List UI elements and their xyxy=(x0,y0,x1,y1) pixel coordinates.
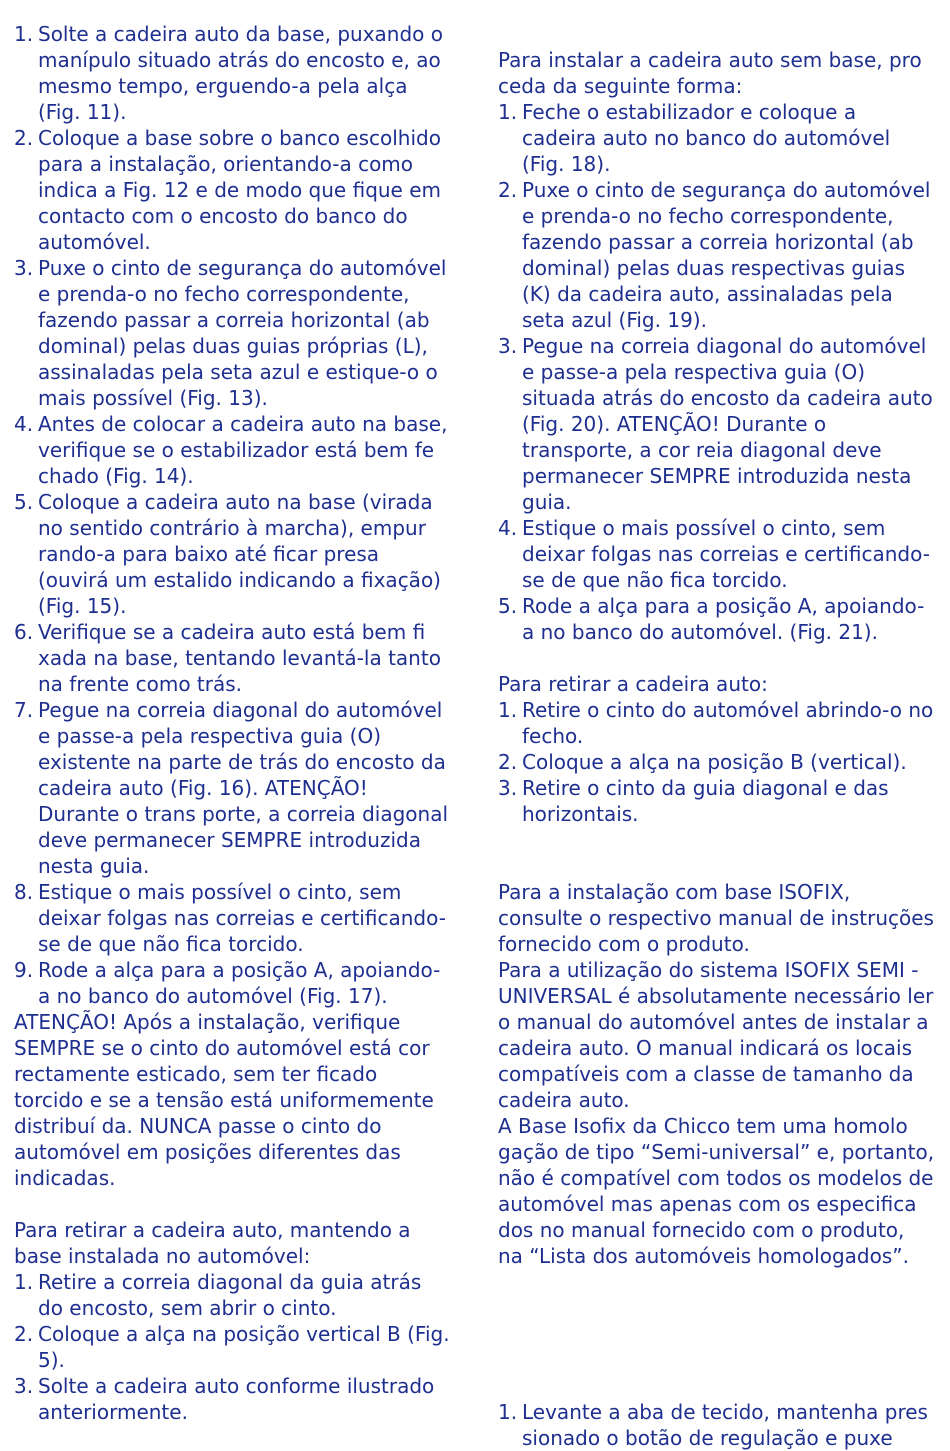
item-text: Antes de colocar a cadeira auto na base, verifique se o estabilizador está bem fe chado (Fig. 14). xyxy=(38,412,448,488)
item-number: 2. xyxy=(14,126,34,150)
item-number: 5. xyxy=(14,490,34,514)
item-number: 3. xyxy=(498,334,518,358)
item-number: 6. xyxy=(14,620,34,644)
item-number: 5. xyxy=(498,594,518,618)
item-text: Solte a cadeira auto conforme ilustrado anteriormente. xyxy=(38,1374,435,1424)
item-number: 1. xyxy=(498,100,518,124)
item-text: Coloque a cadeira auto na base (virada no sentido contrário à marcha), empur rando-a para baixo até ficar presa (ouvirá um estalido indicando a fixação) (Fig. 15). xyxy=(38,490,441,618)
item-number: 1. xyxy=(14,1270,34,1294)
list-item xyxy=(498,749,935,775)
item-number: 1. xyxy=(14,22,34,46)
list-item xyxy=(498,697,935,749)
list-item xyxy=(14,697,450,879)
list-item xyxy=(498,99,935,177)
item-text: Coloque a alça na posição vertical B (Fig. 5). xyxy=(38,1322,450,1372)
left-column xyxy=(14,21,450,1425)
list-item xyxy=(14,125,450,255)
item-number: 1. xyxy=(498,1400,518,1424)
list-item xyxy=(14,489,450,619)
right-column xyxy=(498,47,935,1451)
item-text: Retire o cinto do automóvel abrindo-o no fecho. xyxy=(522,698,934,748)
item-text: Retire a correia diagonal da guia atrás do encosto, sem abrir o cinto. xyxy=(38,1270,422,1320)
list-item xyxy=(14,619,450,697)
item-number: 3. xyxy=(498,776,518,800)
list-item xyxy=(14,255,450,411)
list-item xyxy=(14,1321,450,1373)
item-number: 4. xyxy=(14,412,34,436)
item-number: 7. xyxy=(14,698,34,722)
item-text: Pegue na correia diagonal do automóvel e passe-a pela respectiva guia (O) situada atrás do encosto da cadeira auto (Fig. 20). ATENÇÃO! Durante o transporte, a cor reia diagonal deve permanecer SEMPRE introduzida nesta guia. xyxy=(522,334,933,514)
item-text: Estique o mais possível o cinto, sem deixar folgas nas correias e certificando-se de que não fica torcido. xyxy=(522,516,930,592)
warning-paragraph: ATENÇÃO! Após a instalação, verifique SEMPRE se o cinto do automóvel está cor rectamente esticado, sem ter ficado torcido e se a tensão está uniformemente distribuí da. NUNCA passe o cinto do automóvel em posições diferentes das indicadas. xyxy=(14,1010,434,1190)
item-text: Puxe o cinto de segurança do automóvel e prenda-o no fecho correspondente, fazendo passar a correia horizontal (ab dominal) pelas duas guias próprias (L), assinaladas pela seta azul e estique-o o mais possível (Fig. 13). xyxy=(38,256,447,410)
remove-intro: Para retirar a cadeira auto: xyxy=(498,672,768,696)
item-text: Puxe o cinto de segurança do automóvel e prenda-o no fecho correspondente, fazendo passar a correia horizontal (ab dominal) pelas duas respectivas guias (K) da cadeira auto, assinaladas pela seta azul (Fig. 19). xyxy=(522,178,931,332)
list-item xyxy=(498,593,935,645)
item-number: 3. xyxy=(14,256,34,280)
item-number: 9. xyxy=(14,958,34,982)
list-item xyxy=(498,775,935,827)
list-item xyxy=(498,515,935,593)
item-number: 1. xyxy=(498,698,518,722)
list-item xyxy=(498,1399,935,1451)
item-text: Rode a alça para a posição A, apoiando-a no banco do automóvel. (Fig. 21). xyxy=(522,594,925,644)
item-number: 2. xyxy=(14,1322,34,1346)
list-item xyxy=(498,333,935,515)
item-number: 8. xyxy=(14,880,34,904)
isofix-paragraph-1: Para a instalação com base ISOFIX, consulte o respectivo manual de instruções fornecido com o produto. xyxy=(498,880,934,956)
item-text: Retire o cinto da guia diagonal e das horizontais. xyxy=(522,776,889,826)
list-item xyxy=(14,1373,450,1425)
list-item xyxy=(14,1269,450,1321)
item-text: Verifique se a cadeira auto está bem fi xada na base, tentando levantá-la tanto na frente como trás. xyxy=(38,620,441,696)
item-text: Rode a alça para a posição A, apoiando-a no banco do automóvel (Fig. 17). xyxy=(38,958,441,1008)
item-text: Coloque a base sobre o banco escolhido para a instalação, orientando-a como indica a Fig. 12 e de modo que fique em contacto com o encosto do banco do automóvel. xyxy=(38,126,442,254)
item-text: Pegue na correia diagonal do automóvel e passe-a pela respectiva guia (O) existente na parte de trás do encosto da cadeira auto (Fig. 16). ATENÇÃO! Durante o trans porte, a correia diagonal deve permanecer SEMPRE introduzida nesta guia. xyxy=(38,698,449,878)
item-number: 3. xyxy=(14,1374,34,1398)
item-number: 2. xyxy=(498,750,518,774)
isofix-paragraph-3: A Base Isofix da Chicco tem uma homolo gação de tipo “Semi-universal” e, portanto, não é compatível com todos os modelos de automóvel mas apenas com os especifica dos no manual fornecido com o produto, na “Lista dos automóveis homologados”. xyxy=(498,1114,935,1268)
list-item xyxy=(14,879,450,957)
item-text: Coloque a alça na posição B (vertical). xyxy=(522,750,907,774)
isofix-paragraph-2: Para a utilização do sistema ISOFIX SEMI -UNIVERSAL é absolutamente necessário ler o manual do automóvel antes de instalar a cadeira auto. O manual indicará os locais compatíveis com a classe de tamanho da cadeira auto. xyxy=(498,958,934,1112)
list-item xyxy=(14,957,450,1009)
item-number: 2. xyxy=(498,178,518,202)
item-text: Feche o estabilizador e coloque a cadeira auto no banco do automóvel (Fig. 18). xyxy=(522,100,891,176)
item-number: 4. xyxy=(498,516,518,540)
remove-intro: Para retirar a cadeira auto, mantendo a base instalada no automóvel: xyxy=(14,1218,411,1268)
list-item xyxy=(14,411,450,489)
list-item xyxy=(14,21,450,125)
item-text: Estique o mais possível o cinto, sem deixar folgas nas correias e certificando-se de que não fica torcido. xyxy=(38,880,446,956)
item-text: Levante a aba de tecido, mantenha pres sionado o botão de regulação e puxe xyxy=(522,1400,928,1450)
list-item xyxy=(498,177,935,333)
item-text: Solte a cadeira auto da base, puxando o manípulo situado atrás do encosto e, ao mesmo tempo, erguendo-a pela alça (Fig. 11). xyxy=(38,22,443,124)
install-intro: Para instalar a cadeira auto sem base, pro ceda da seguinte forma: xyxy=(498,48,922,98)
